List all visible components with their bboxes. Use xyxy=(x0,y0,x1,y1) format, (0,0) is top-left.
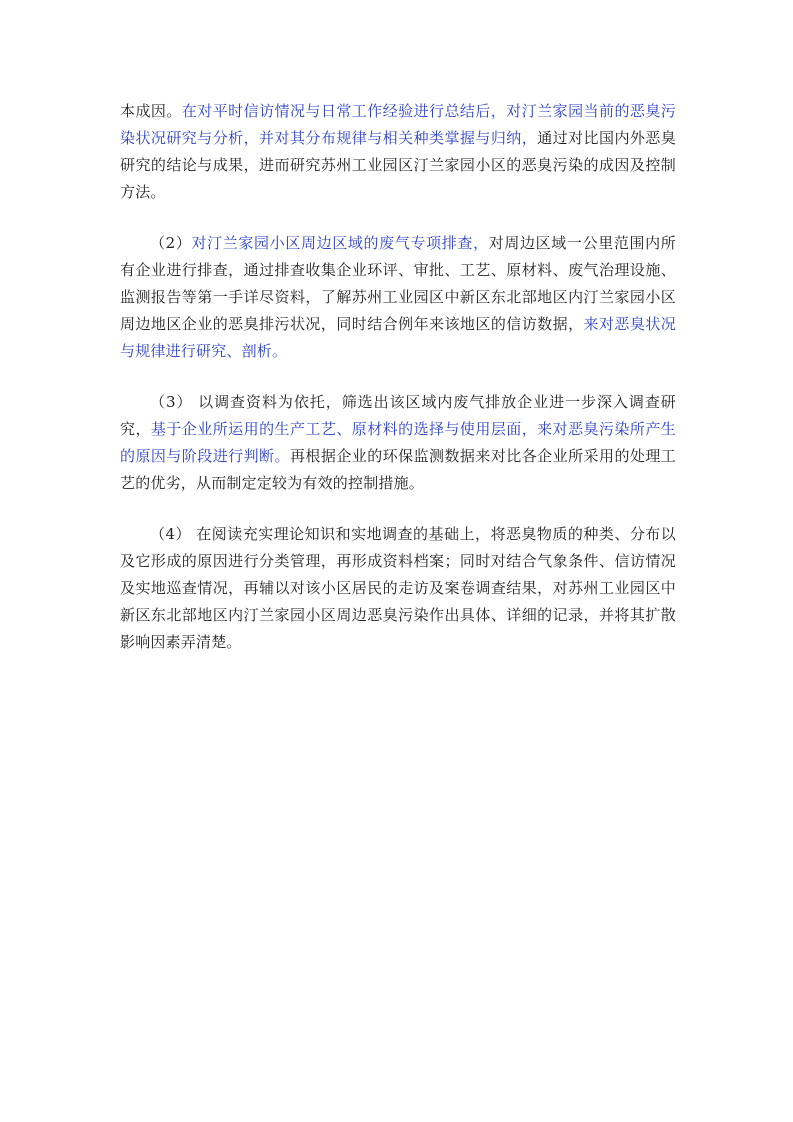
paragraph-3 xyxy=(120,389,676,497)
p2-highlight-1: 对汀兰家园小区周边区域的废气专项排查， xyxy=(191,234,489,252)
p2-text-1: （2） xyxy=(150,234,192,252)
p2-highlight-2: 来对恶臭状况与规律进行研究、剖析。 xyxy=(120,315,676,360)
p1-highlight-1: 在对平时信访情况与日常工作经验进行总结后，对汀兰家园当前的恶臭污染状况研究与分析，并对其分布规律与相关种类掌握与归纳， xyxy=(120,102,676,147)
p2-text-2: 对周边区域一公里范围内所有企业进行排查，通过排查收集企业环评、审批、工艺、原材料、废气治理设施、监测报告等第一手详尽资料，了解苏州工业园区中新区东北部地区内汀兰家园小区周边地区企业的恶臭排污状况，同时结合例年来该地区的信访数据， xyxy=(120,234,676,333)
paragraph-4 xyxy=(120,521,676,656)
p4-text-1: （4） 在阅读充实理论知识和实地调查的基础上，将恶臭物质的种类、分布以及它形成的原因进行分类管理，再形成资料档案；同时对结合气象条件、信访情况及实地巡查情况，再辅以对该小区居民的走访及案卷调查结果，对苏州工业园区中新区东北部地区内汀兰家园小区周边恶臭污染作出具体、详细的记录，并将其扩散影响因素弄清楚。 xyxy=(120,525,676,651)
paragraph-2 xyxy=(120,230,676,365)
p1-text-2: 通过对比国内外恶臭研究的结论与成果，进而研究苏州工业园区汀兰家园小区的恶臭污染的成因及控制方法。 xyxy=(120,129,676,201)
p1-text-1: 本成因。 xyxy=(120,102,182,120)
p3-text-1: （3） 以调查资料为依托，筛选出该区域内废气排放企业进一步深入调查研究， xyxy=(120,393,676,438)
p3-highlight-1: 基于企业所运用的生产工艺、原材料的选择与使用层面，来对恶臭污染所产生的原因与阶段进行判断。 xyxy=(120,420,676,465)
p3-text-2: 再根据企业的环保监测数据来对比各企业所采用的处理工艺的优劣，从而制定定较为有效的控制措施。 xyxy=(120,447,676,492)
paragraph-1 xyxy=(120,98,676,206)
document-page xyxy=(120,98,676,680)
